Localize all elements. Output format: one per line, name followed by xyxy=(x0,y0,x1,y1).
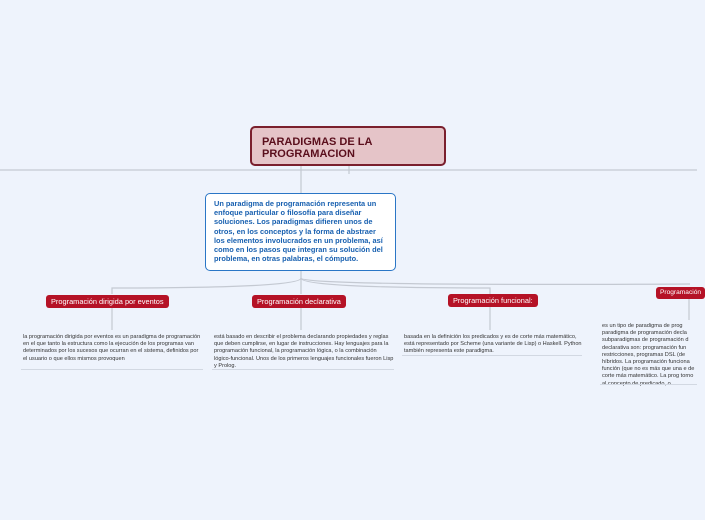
note-declarative xyxy=(214,334,394,370)
note-event-driven-underline xyxy=(21,369,203,370)
note-functional-underline xyxy=(402,355,582,356)
branch-partial-right-label: Programación xyxy=(660,289,702,296)
root-topic[interactable] xyxy=(250,126,446,166)
branch-event-driven[interactable] xyxy=(46,295,169,308)
note-functional-text: basada en la definición los predicados y es de corte más matemático, está representado por Scheme (una variante de Lisp) o Haskell. Python también representa este paradigma. xyxy=(404,334,582,355)
definition-text: Un paradigma de programación representa un enfoque particular o filosofía para diseñar soluciones. Los paradigmas difieren unos de otros, en los conceptos y la forma de abstraer los elementos involucrados en un problema, así como en los pasos que integran su solución del problema, en otras palabras, el cómputo. xyxy=(214,199,383,264)
note-event-driven-text: la programación dirigida por eventos es un paradigma de programación en el que tanto la estructura como la ejecución de los programas van determinados por los sucesos que ocurran en el sistema, definidos por el usuario o que ellos mismos provoquen xyxy=(23,334,201,362)
note-functional xyxy=(404,334,582,356)
branch-event-driven-label: Programación dirigida por eventos xyxy=(51,297,164,306)
root-topic-title: PARADIGMAS DE LA PROGRAMACION xyxy=(262,136,372,160)
branch-declarative[interactable] xyxy=(252,295,346,308)
branch-declarative-label: Programación declarativa xyxy=(257,297,341,306)
branch-functional-label: Programación funcional: xyxy=(453,296,533,305)
definition-node[interactable] xyxy=(205,193,396,271)
note-event-driven xyxy=(23,334,203,363)
note-partial-right-underline xyxy=(600,384,697,385)
note-partial-right xyxy=(602,323,697,381)
note-declarative-underline xyxy=(212,369,394,370)
branch-functional[interactable] xyxy=(448,294,538,307)
branch-partial-right[interactable] xyxy=(656,287,705,299)
note-partial-right-text: es un tipo de paradigma de prog paradigma de programación decla subparadigmas de programación d declarativa son: programación fun restricciones, programas DSL (de híbridos. La programación funciona función (que no es más que una e de corte más matemático. La prog torno xyxy=(602,323,695,380)
note-declarative-text: está basado en describir el problema declarando propiedades y reglas que deben cumplirse, en lugar de instrucciones. Hay lenguajes para la programación funcional, la programación lógica, o la combinación lógico-funcional. Unos de los primeros lenguajes funcionales fueron Lisp y Prolog. xyxy=(214,334,394,369)
